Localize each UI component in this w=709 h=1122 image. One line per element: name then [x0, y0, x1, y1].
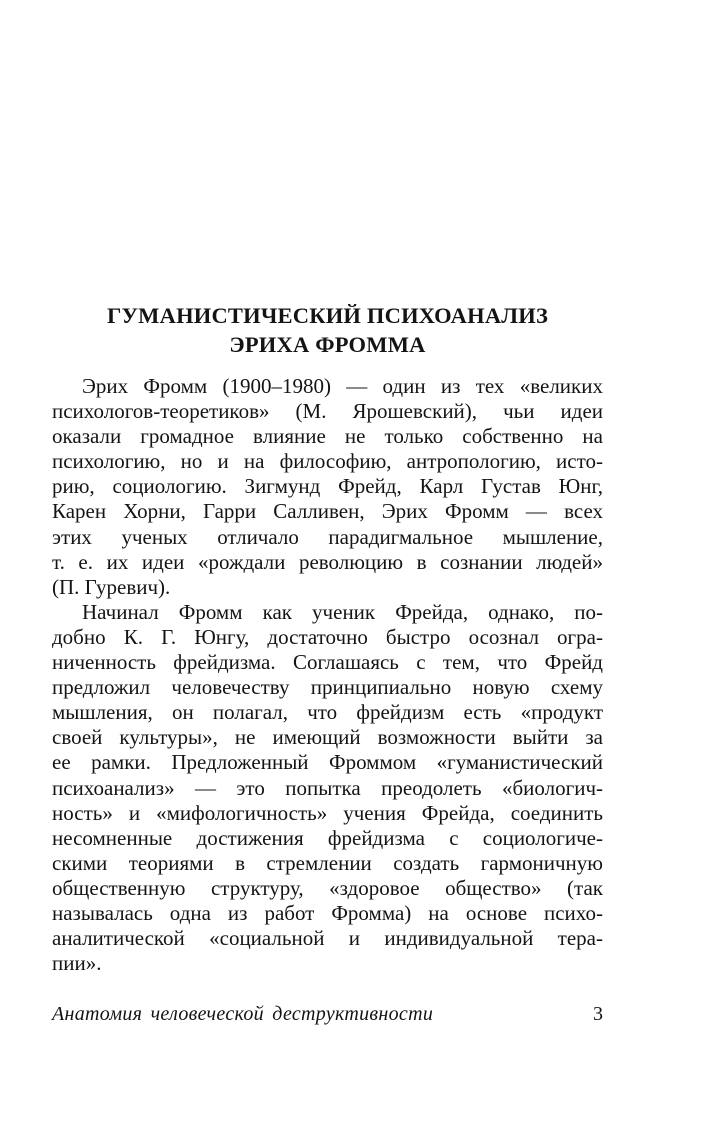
chapter-title-line1: ГУМАНИСТИЧЕСКИЙ ПСИХОАНАЛИЗ [106, 303, 549, 328]
text-line: аналитической «социальной и индивидуальной тера- [52, 926, 603, 951]
text-line: ность» и «мифологичность» учения Фрейда, соединить [52, 800, 603, 825]
text-line: психологов-теоретиков» (М. Ярошевский), чьи идеи [52, 399, 603, 424]
text-line: общественную структуру, «здоровое общество» (так [52, 875, 603, 900]
text-line: психологию, но и на философию, антропологию, исто- [52, 449, 603, 474]
text-line: рию, социологию. Зигмунд Фрейд, Карл Густав Юнг, [52, 474, 603, 499]
text-block [52, 301, 603, 976]
paragraph-2 [52, 600, 603, 976]
text-line: психоанализ» — это попытка преодолеть «биологич- [52, 775, 603, 800]
text-line: несомненные достижения фрейдизма с социологиче- [52, 825, 603, 850]
text-line: (П. Гуревич). [52, 574, 171, 599]
running-title: Анатомия человеческой деструктивности [52, 1003, 434, 1025]
text-line: скими теориями в стремлении создать гармоничную [52, 850, 603, 875]
text-line: Начинал Фромм как ученик Фрейда, однако, по- [82, 599, 603, 624]
text-line: называлась одна из работ Фромма) на основе психо- [52, 900, 603, 925]
text-line: добно К. Г. Юнгу, достаточно быстро осознал огра- [52, 624, 603, 649]
paragraph-1 [52, 374, 603, 600]
text-line: предложил человечеству принципиально новую схему [52, 675, 603, 700]
text-line: мышления, он полагал, что фрейдизм есть «продукт [52, 700, 603, 725]
page-footer [52, 1002, 603, 1026]
chapter-title-line2: ЭРИХА ФРОММА [229, 332, 426, 357]
chapter-title [52, 301, 603, 359]
text-line: т. е. их идеи «рождали революцию в сознании людей» [52, 549, 603, 574]
text-line: Карен Хорни, Гарри Салливен, Эрих Фромм — всех [52, 499, 603, 524]
text-line: оказали громадное влияние не только собственно на [52, 424, 603, 449]
text-line: ниченность фрейдизма. Соглашаясь с тем, что Фрейд [52, 650, 603, 675]
text-line: ее рамки. Предложенный Фроммом «гуманистический [52, 750, 603, 775]
text-line: пии». [52, 951, 102, 976]
page-number: 3 [593, 1003, 603, 1025]
text-line: Эрих Фромм (1900–1980) — один из тех «великих [82, 374, 603, 398]
text-line: своей культуры», не имеющий возможности выйти за [52, 725, 603, 750]
text-line: этих ученых отличало парадигмальное мышление, [52, 524, 603, 549]
